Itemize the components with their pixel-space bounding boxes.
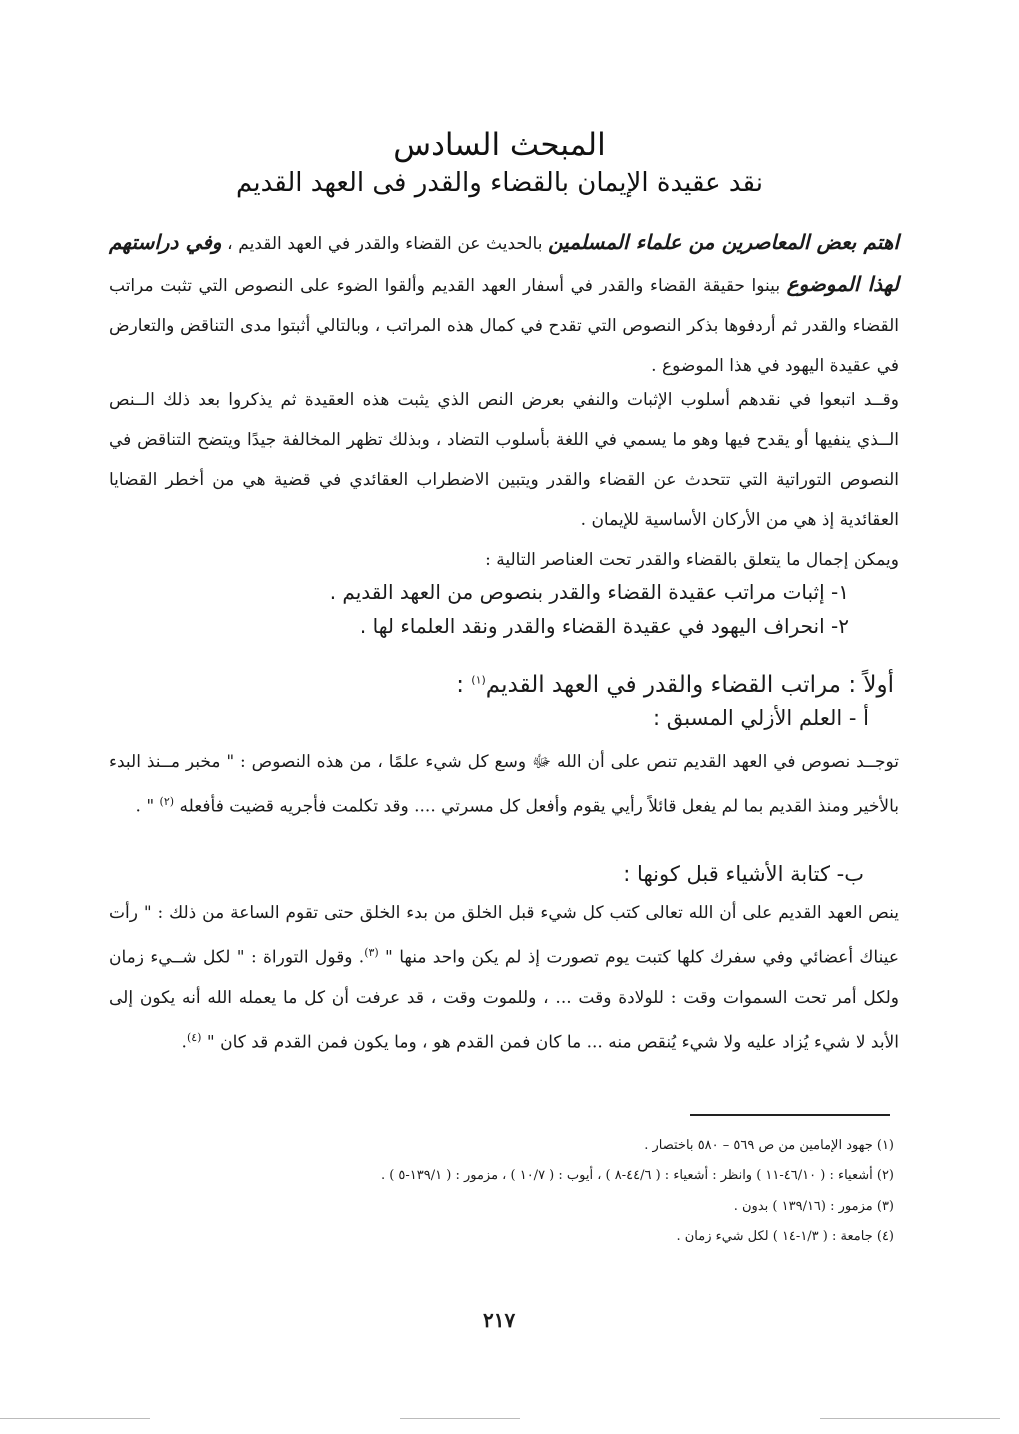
footnote-ref: (١): [471, 673, 486, 687]
paragraph-a: [109, 742, 899, 827]
paragraph-a-end: " .: [135, 796, 160, 817]
paragraph-a-text: توجــد نصوص في العهد القديم تنص على أن الله ﷻ وسع كل شيء علمًا ، من هذه النصوص : " مخبر مــنذ البدء بالأخير ومنذ القديم بما لم يفعل قائلاً رأيي يقوم وأفعل كل مسرتي .... وقد تكلمت فأجريه قضيت فأفعله: [109, 752, 899, 817]
footnote-divider: [690, 1114, 890, 1116]
intro-paragraph: [109, 222, 899, 386]
handwritten-insert-2: وفي دراستهم لهذا الموضوع: [109, 230, 899, 296]
intro-text-2: بينوا حقيقة القضاء والقدر في أسفار العهد القديم وألقوا الضوء على النصوص التي تثبت مراتب القضاء والقدر ثم أردفوها بذكر النصوص التي تقدح في كمال هذه المراتب ، وبالتالي أثبتوا مدى التناقض والتعارض في عقيدة اليهود في هذا الموضوع .: [109, 276, 899, 376]
footnote-4: (٤) جامعة : ( ١/٣-١٤ ) لكل شيء زمان .: [676, 1229, 894, 1244]
footnote-ref: (٢): [159, 795, 175, 808]
scan-edge-middle: [400, 1418, 520, 1419]
paragraph-b-end: .: [181, 1032, 187, 1053]
subheading-b: ب- كتابة الأشياء قبل كونها :: [623, 862, 864, 886]
paragraph-b: [109, 893, 899, 1062]
footnote-ref: (٤): [186, 1030, 202, 1044]
scan-edge-left: [0, 1418, 150, 1419]
section-title: المبحث السادس: [393, 127, 606, 163]
summary-line: ويمكن إجمال ما يتعلق بالقضاء والقدر تحت العناصر التالية :: [485, 550, 899, 570]
paragraph-b-text-2: . وقول التوراة : " لكل شــيء زمان ولكل أمر تحت السموات وقت : للولادة وقت ... ، وللموت وقت ، قد عرفت أن كل ما يعمله الله أنه يكون إلى الأبد لا شيء يُزاد عليه ولا شيء يُنقص منه ... ما كان فمن القدم هو ، وما يكون فمن القدم قد كان ": [109, 947, 899, 1053]
scan-edge-right: [820, 1418, 1000, 1419]
footnote-2: (٢) أشعياء : ( ٤٦/١٠-١١ ) وانظر : أشعياء : ( ٤٤/٦-٨ ) ، أيوب : ( ١٠/٧ ) ، مزمور : ( ١٣٩/١-٥ ) .: [380, 1168, 894, 1183]
intro-text-1: بالحديث عن القضاء والقدر في العهد القديم ،: [221, 234, 549, 254]
heading-first: [456, 672, 894, 698]
method-paragraph: وقــد اتبعوا في نقدهم أسلوب الإثبات والنفي بعرض النص الذي يثبت هذه العقيدة ثم يذكروا بعد ذلك الــنص الــذي ينفيها أو يقدح فيها وهو ما يسمي في اللغة بأسلوب التضاد ، وبذلك تظهر المخالفة جيدًا ويتضح التناقض في النصوص التوراتية التي تتحدث عن القضاء والقدر ويتبين الاضطراب العقائدي في قضية هي من أخطر القضايا العقائدية إذ هي من الأركان الأساسية للإيمان .: [109, 390, 899, 530]
heading-first-colon: :: [456, 672, 472, 698]
elements-list: [330, 575, 849, 643]
section-subtitle: نقد عقيدة الإيمان بالقضاء والقدر فى العهد القديم: [236, 168, 763, 198]
list-item: ١- إثبات مراتب عقيدة القضاء والقدر بنصوص من العهد القديم .: [329, 580, 849, 604]
footnote-3: (٣) مزمور : (١٣٩/١٦ ) بدون .: [733, 1199, 894, 1214]
paragraph-b-text-1: ينص العهد القديم على أن الله تعالى كتب كل شيء قبل الخلق من بدء الخلق حتى تقوم الساعة من ذلك : " رأت عيناك أعضائي وفي سفرك كلها كتبت يوم تصورت إذ لم يكن واحد منها ": [109, 903, 899, 968]
footnote-1: (١) جهود الإمامين من ص ٥٦٩ – ٥٨٠ باختصار .: [644, 1138, 894, 1153]
footnote-ref: (٣): [364, 946, 379, 959]
heading-first-text: أولاً : مراتب القضاء والقدر في العهد القديم: [485, 672, 894, 698]
page-number: ٢١٧: [483, 1308, 516, 1332]
handwritten-insert-1: اهتم بعض المعاصرين من علماء المسلمين: [548, 230, 900, 254]
list-item: ٢- انحراف اليهود في عقيدة القضاء والقدر ونقد العلماء لها .: [359, 614, 849, 638]
subheading-a: أ - العلم الأزلي المسبق :: [653, 706, 869, 730]
